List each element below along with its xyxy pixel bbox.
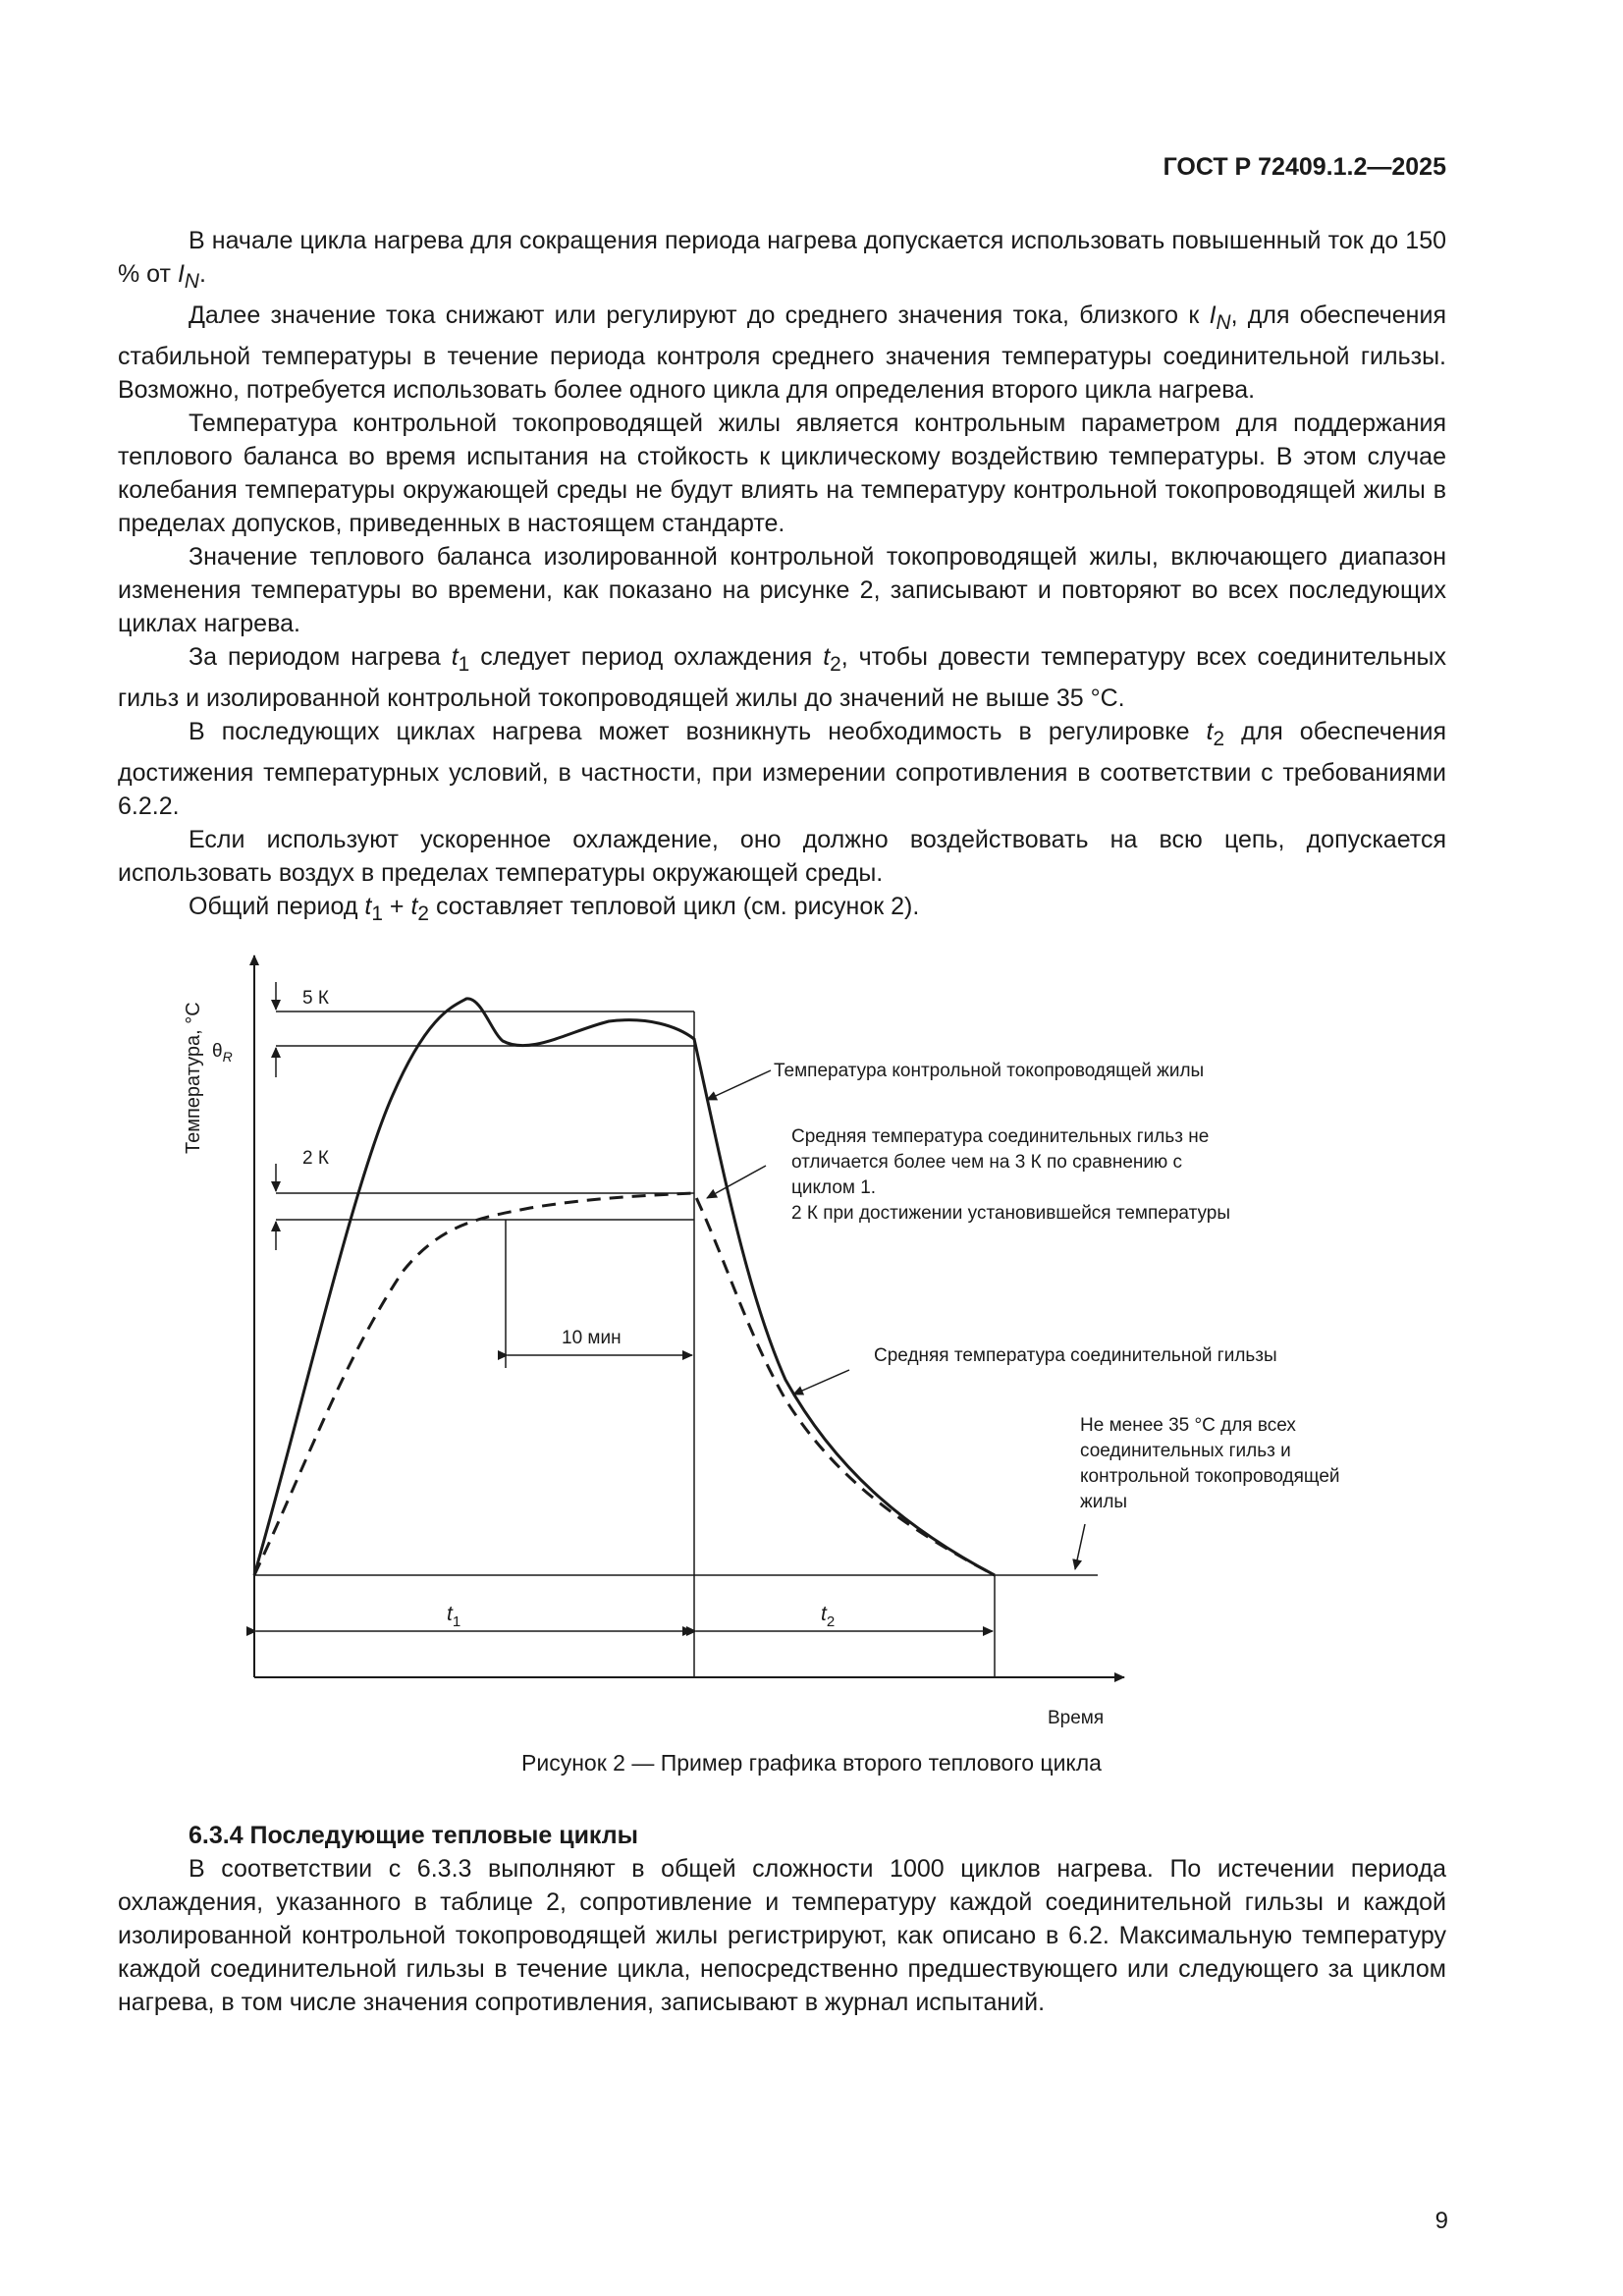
t2-label: $t_2$ (821, 1603, 836, 1630)
y-axis-label: Температура, °С (183, 1002, 204, 1154)
text-run: За периодом нагрева (189, 643, 452, 671)
annotation-conductor: Температура контрольной токопроводящей жилы (774, 1061, 1205, 1081)
t1-label: $t_1$ (447, 1603, 461, 1630)
conductor-temperature-curve (254, 999, 995, 1575)
subscript: N (1216, 311, 1231, 334)
text-run: . (198, 260, 206, 288)
subscript: 2 (417, 902, 430, 925)
text-run: следует период охлаждения (469, 643, 824, 671)
subscript: 2 (830, 653, 841, 676)
x-axis-label: Время (1048, 1708, 1105, 1728)
symbol: t (410, 893, 418, 920)
subscript: 2 (1213, 728, 1225, 750)
text-run: Общий период (189, 893, 365, 920)
thermal-cycle-diagram (157, 938, 1434, 1743)
subscript: 1 (458, 653, 470, 676)
symbol: t (451, 643, 459, 671)
body-paragraph (118, 407, 1446, 540)
annotation-35c: Не менее 35 °С для всех соединительных гильз и контрольной токопроводящей жилы (1080, 1415, 1340, 1512)
body-paragraph (118, 540, 1446, 640)
body-text (118, 224, 1446, 931)
text-run: Если используют ускоренное охлаждение, оно должно воздействовать на всю цепь, допускается использовать воздух в пределах температуры окружающей среды. (118, 826, 1446, 887)
text-run: Температура контрольной токопроводящей жилы является контрольным параметром для поддержания теплового баланса во время испытания на стойкость к циклическому воздействию температуры. В этом случае колебания температуры окружающей среды не будут влиять на температуру контрольной токопроводящей жилы в пределах допусков, приведенных в настоящем стандарте. (118, 410, 1446, 537)
5k-label: 5 К (302, 988, 329, 1009)
10min-label: 10 мин (562, 1328, 622, 1348)
body-paragraph (118, 715, 1446, 823)
section-6-3-4 (118, 1819, 1446, 2019)
text-run: , для обеспечения стабильной температуры в течение периода контроля среднего значения температуры соединительной гильзы. Возможно, потребуется использовать более одного цикла для определения второго цикла нагрева. (118, 301, 1446, 404)
text-run: В начале цикла нагрева для сокращения периода нагрева допускается использовать повышенный ток до 150 % от (118, 227, 1446, 288)
2k-label: 2 К (302, 1148, 329, 1169)
symbol: t (364, 893, 372, 920)
figure-2 (157, 938, 1434, 1743)
text-run: составляет тепловой цикл (см. рисунок 2). (429, 893, 920, 920)
symbol: I (1209, 301, 1217, 329)
symbol: t (823, 643, 831, 671)
text-run: + (382, 893, 411, 920)
subscript: N (184, 270, 199, 293)
text-run: Далее значение тока снижают или регулируют до среднего значения тока, близкого к (189, 301, 1210, 329)
annotation-cycle: Средняя температура соединительных гильз не отличается более чем на 3 К по сравнению с циклом 1. 2 К при достижении установившейся температуры (791, 1126, 1230, 1224)
symbol: I (177, 260, 185, 288)
text-run: для обеспечения достижения температурных условий, в частности, при измерении сопротивления в соответствии с требованиями 6.2.2. (118, 718, 1446, 820)
text-run: , чтобы довести температуру всех соединительных гильз и изолированной контрольной токопроводящей жилы до значений не выше 35 °С. (118, 643, 1446, 712)
document-header: ГОСТ Р 72409.1.2—2025 (1163, 153, 1446, 181)
body-paragraph (118, 823, 1446, 890)
theta-r-label: $\theta_R$ (212, 1041, 233, 1065)
sleeve-temperature-curve (254, 1193, 995, 1575)
body-paragraph (118, 299, 1446, 407)
page-number: 9 (1434, 2208, 1448, 2234)
text-run: Значение теплового баланса изолированной контрольной токопроводящей жилы, включающего диапазон изменения температуры во времени, как показано на рисунке 2, записывают и повторяют во всех последующих циклах нагрева. (118, 543, 1446, 637)
body-paragraph (118, 640, 1446, 715)
figure-caption: Рисунок 2 — Пример графика второго теплового цикла (521, 1750, 1102, 1776)
body-paragraph (118, 890, 1446, 931)
text-run: В последующих циклах нагрева может возникнуть необходимость в регулировке (189, 718, 1207, 745)
section-heading: 6.3.4 Последующие тепловые циклы (189, 1822, 638, 1849)
subscript: 1 (371, 902, 383, 925)
section-paragraph: В соответствии с 6.3.3 выполняют в общей сложности 1000 циклов нагрева. По истечении периода охлаждения, указанного в таблице 2, сопротивление и температуру каждой соединительной гильзы и каждой изолированной контрольной токопроводящей жилы регистрируют, как описано в 6.2. Максимальную температуру каждой соединительной гильзы в течение цикла, непосредственно предшествующего или следующего за циклом нагрева, в том числе значения сопротивления, записывают в журнал испытаний. (118, 1855, 1446, 2016)
annotation-sleeve: Средняя температура соединительной гильзы (874, 1345, 1277, 1366)
symbol: t (1206, 718, 1214, 745)
body-paragraph (118, 224, 1446, 299)
